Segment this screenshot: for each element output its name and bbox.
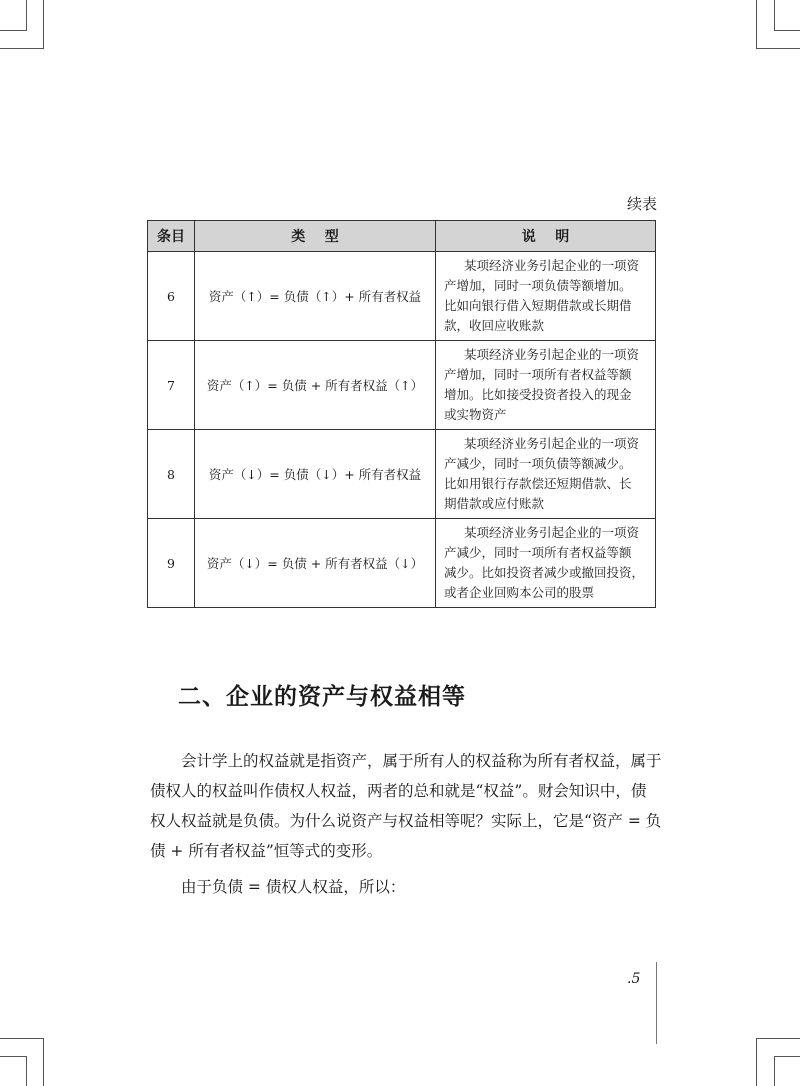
- row-description: [436, 430, 656, 519]
- row-type: 资产（↑）= 负债 + 所有者权益（↑）: [195, 341, 436, 430]
- row-number: 8: [148, 430, 195, 519]
- description-line: 期借款或应付账款: [444, 496, 545, 511]
- crop-mark: [43, 0, 44, 48]
- accounting-equation-table: [147, 220, 656, 608]
- continued-table-label: 续表: [626, 195, 657, 213]
- body-text: [150, 746, 660, 902]
- row-type: 资产（↑）= 负债（↑）+ 所有者权益: [195, 252, 436, 341]
- description-line: 产增加，同时一项负债等额增加。: [444, 278, 632, 293]
- page-margin-line: [656, 962, 657, 1044]
- paragraph-line: 债 + 所有者权益”恒等式的变形。: [150, 842, 383, 860]
- paragraph-line: 债权人的权益叫作债权人权益，两者的总和就是“权益”。财会知识中，债: [150, 782, 647, 800]
- paragraph-line: 权人权益就是负债。为什么说资产与权益相等呢？实际上，它是“资产 = 负: [150, 812, 662, 830]
- crop-mark: [756, 0, 757, 48]
- crop-mark: [0, 30, 27, 31]
- row-description: [436, 252, 656, 341]
- crop-mark: [43, 1038, 44, 1086]
- table-row: [148, 519, 656, 608]
- row-type: 资产（↓）= 负债（↓）+ 所有者权益: [195, 430, 436, 519]
- table-row: [148, 430, 656, 519]
- table-header-row: [148, 221, 656, 252]
- crop-mark: [774, 1056, 775, 1086]
- crop-mark: [26, 1056, 27, 1086]
- crop-mark: [774, 1056, 800, 1057]
- row-description: [436, 519, 656, 608]
- row-type: 资产（↓）= 负债 + 所有者权益（↓）: [195, 519, 436, 608]
- description-line: 款，收回应收账款: [444, 318, 545, 333]
- header-type: 类 型: [195, 221, 436, 252]
- description-line: 或实物资产: [444, 407, 507, 422]
- table-row: [148, 341, 656, 430]
- description-line: 产减少，同时一项负债等额减少。: [444, 456, 632, 471]
- description-line: 产减少，同时一项所有者权益等额: [444, 545, 632, 560]
- paragraph: [150, 746, 660, 866]
- description-line: 某项经济业务引起企业的一项资: [464, 436, 640, 451]
- paragraph-line: 由于负债 = 债权人权益，所以：: [181, 878, 406, 896]
- crop-mark: [0, 48, 44, 49]
- description-line: 比如用银行存款偿还短期借款、长: [444, 476, 632, 491]
- description-line: 某项经济业务引起企业的一项资: [464, 347, 640, 362]
- paragraph-line: 会计学上的权益就是指资产，属于所有人的权益称为所有者权益，属于: [181, 752, 662, 770]
- crop-mark: [0, 1038, 44, 1039]
- crop-mark: [756, 1038, 757, 1086]
- crop-mark: [774, 0, 775, 30]
- description-line: 减少。比如投资者减少或撤回投资，: [444, 565, 645, 580]
- description-line: 某项经济业务引起企业的一项资: [464, 258, 640, 273]
- header-item-number: 条目: [148, 221, 195, 252]
- section-heading: 二、企业的资产与权益相等: [178, 684, 466, 710]
- description-line: 或者企业回购本公司的股票: [444, 585, 595, 600]
- header-description: 说 明: [436, 221, 656, 252]
- crop-mark: [774, 30, 800, 31]
- description-line: 比如向银行借入短期借款或长期借: [444, 298, 632, 313]
- paragraph: [150, 872, 660, 902]
- crop-mark: [0, 1056, 27, 1057]
- row-description: [436, 341, 656, 430]
- row-number: 6: [148, 252, 195, 341]
- row-number: 9: [148, 519, 195, 608]
- crop-mark: [756, 48, 800, 49]
- crop-mark: [756, 1038, 800, 1039]
- description-line: 增加。比如接受投资者投入的现金: [444, 387, 632, 402]
- page-number: .5: [627, 971, 641, 987]
- description-line: 产增加，同时一项所有者权益等额: [444, 367, 632, 382]
- description-line: 某项经济业务引起企业的一项资: [464, 525, 640, 540]
- crop-mark: [26, 0, 27, 30]
- row-number: 7: [148, 341, 195, 430]
- table-row: [148, 252, 656, 341]
